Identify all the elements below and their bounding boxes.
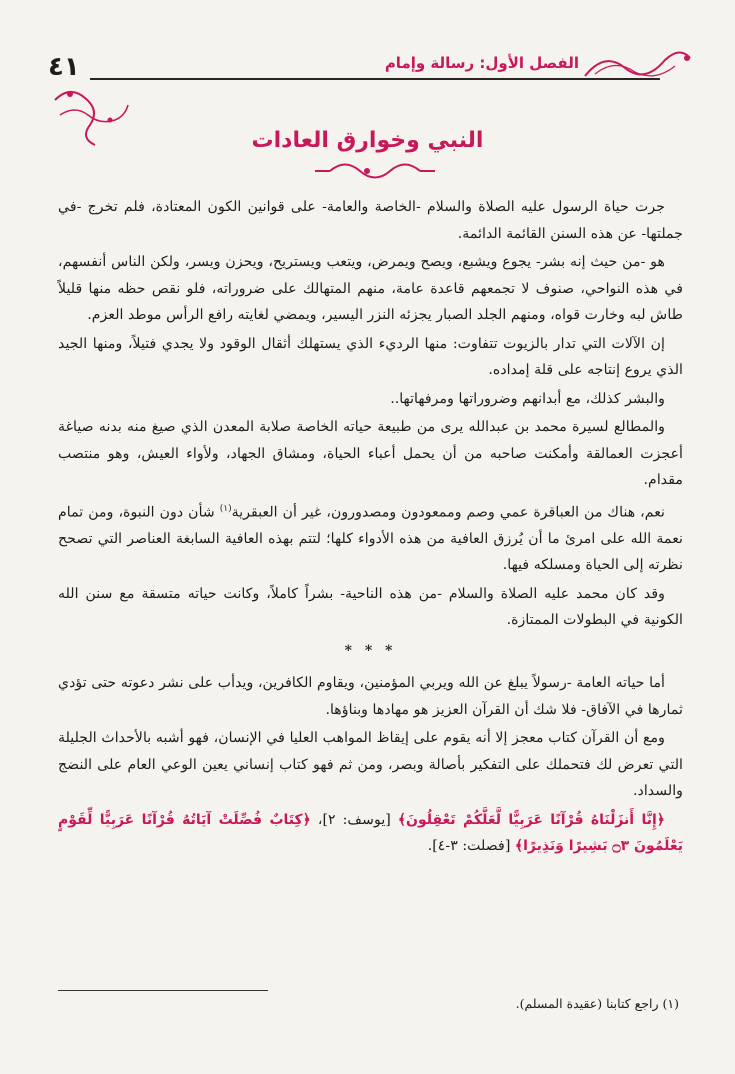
paragraph-6-end: شأن دون النبوة، ومن تمام نعمة الله على امرئ ما أن يُرزق العافية من هذه الأدواء كلها؛ لتتم بهذه العافية السابغة العناصر التي تصحح نظرته إلى الحياة ومسلكه فيها. (58, 504, 683, 574)
section-separator: * * * (344, 642, 397, 659)
quran-verse-2: ﴿كِتَابٌ فُصِّلَتْ آيَاتُهُ قُرْآنًا عَرَبِيًّا لِّقَوْمٍ يَعْلَمُونَ ۝٣ بَشِيرًا وَنَذِيرًا﴾ (58, 811, 683, 855)
paragraph-1: جرت حياة الرسول عليه الصلاة والسلام -الخاصة والعامة- على قوانين الكون المعتادة، فلم تخرج -في جملتها- عن هذه السنن القائمة الدائمة. (58, 199, 683, 242)
paragraph-6 (58, 496, 683, 579)
paragraph-9: ومع أن القرآن كتاب معجز إلا أنه يقوم على إيقاظ المواهب العليا في الإنسان، فهو أشبه بالأحداث الجليلة التي تعرض لك فتحملك على التفكير بأصالة وبصر، ومن ثم فهو كتاب إنساني يعين الوعي العام على النضج والسداد. (58, 730, 683, 800)
corner-ornament-icon (575, 46, 695, 86)
verses (58, 807, 683, 860)
footnote: (١) راجع كتابنا (عقيدة المسلم). (515, 996, 679, 1011)
page-number: ٤١ (48, 52, 80, 82)
paragraph-4: والبشر كذلك، مع أبدانهم وضروراتها ومرفهاتها.. (390, 390, 665, 407)
verse-1-reference: [يوسف: ٢]، (317, 811, 391, 828)
footnote-reference: (١) (219, 503, 232, 514)
paragraph-7: وقد كان محمد عليه الصلاة والسلام -من هذه الناحية- بشراً كاملاً، وكانت حياته متسقة مع سنن الله الكونية في البطولات الممتازة. (58, 585, 683, 629)
quran-verse-1: ﴿إِنَّا أَنزَلْنَاهُ قُرْآنًا عَرَبِيًّا لَّعَلَّكُمْ تَعْقِلُونَ﴾ (397, 811, 665, 828)
paragraph-5: والمطالع لسيرة محمد بن عبدالله يرى من طبيعة حياته الخاصة صلابة المعدن الذي صيغ منه بدنه صياغة أعجزت العمالقة وأمكنت صاحبه من أن يحمل أعباء الحياة، ومشاق الجهاد، ولأواء العيش، وهو منتصب مقدام. (58, 419, 683, 488)
section-title: النبي وخوارق العادات (251, 128, 484, 153)
title-flourish-icon (0, 156, 735, 186)
paragraph-2: هو -من حيث إنه بشر- يجوع ويشبع، ويصح ويمرض، ويتعب ويستريح، ويحزن ويسر، ولكن الناس أنفسهم، في هذه النواحي، صنوف لا تجمعهم قاعدة عامة، منهم المتهالك على ضروراته، فلو نقص حظه منها قليلاً طاش لبه وخارت قواه، ومنهم الجلد الصبار يجزئه النزر اليسير، ويمضي لغايته رافع الرأس موطد العزم. (58, 254, 683, 323)
running-title: الفصل الأول: رسالة وإمام (384, 54, 579, 72)
footnote-rule (58, 990, 268, 991)
verse-2-reference: [فصلت: ٣-٤]. (427, 838, 511, 855)
body-text (58, 194, 683, 862)
paragraph-3: إن الآلات التي تدار بالزيوت تتفاوت: منها الرديء الذي يستهلك أثقال الوقود ولا يجدي فتيلاً، ومنها الجيد الذي يروع إنتاجه على قلة إمداده. (58, 335, 683, 378)
paragraph-8: أما حياته العامة -رسولاً يبلغ عن الله ويربي المؤمنين، ويقاوم الكافرين، ويدأب على نشر دعوته حتى تؤدي ثمارها في الآفاق- فلا شك أن القرآن العزيز هو مهادها وبناؤها. (58, 675, 683, 718)
paragraph-6-start: نعم، هناك من العباقرة عمي وصم وممعودون ومصدورون، غير أن العبقرية (231, 504, 665, 521)
